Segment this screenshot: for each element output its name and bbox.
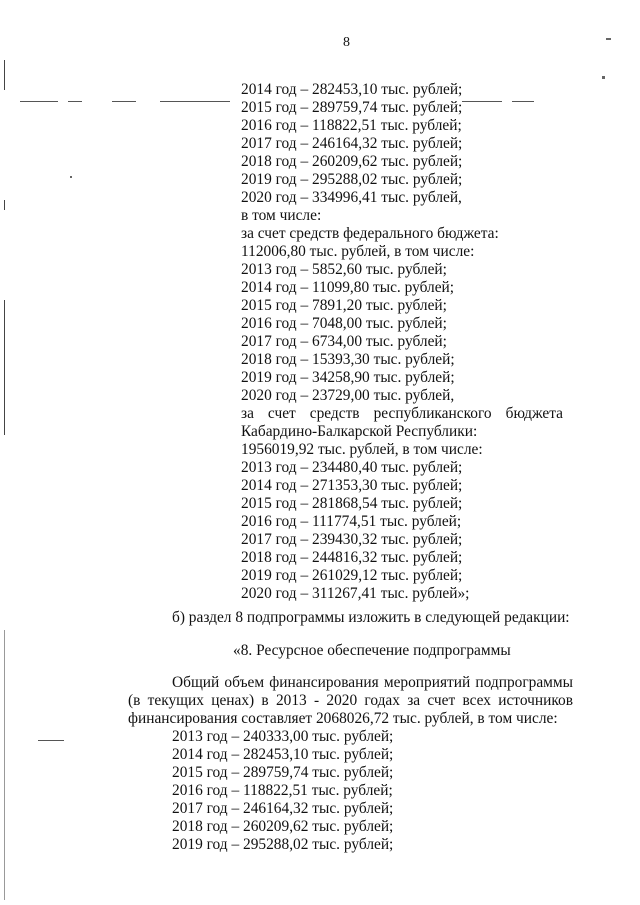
total-year-line: 2016 год – 118822,51 тыс. рублей; — [241, 117, 462, 134]
federal-year-line: 2013 год – 5852,60 тыс. рублей; — [241, 261, 447, 278]
republic-year-line: 2018 год – 244816,32 тыс. рублей; — [241, 549, 463, 566]
republic-total: 1956019,92 тыс. рублей, в том числе: — [241, 441, 483, 458]
instruction-b: б) раздел 8 подпрограммы изложить в следующей редакции: — [172, 609, 570, 626]
section-year-line: 2013 год – 240333,00 тыс. рублей; — [172, 728, 394, 745]
scan-artifact — [4, 200, 5, 210]
republic-year-line: 2014 год – 271353,30 тыс. рублей; — [241, 477, 463, 494]
section-year-line: 2017 год – 246164,32 тыс. рублей; — [172, 800, 394, 817]
republic-year-line: 2015 год – 281868,54 тыс. рублей; — [241, 495, 463, 512]
republic-year-line: 2013 год – 234480,40 тыс. рублей; — [241, 459, 463, 476]
republic-year-line: 2020 год – 311267,41 тыс. рублей»; — [241, 585, 470, 602]
total-year-line: 2018 год – 260209,62 тыс. рублей; — [241, 153, 463, 170]
scan-artifact — [462, 101, 502, 102]
section-year-line: 2019 год – 295288,02 тыс. рублей; — [172, 836, 394, 853]
total-year-line: 2014 год – 282453,10 тыс. рублей; — [241, 81, 463, 98]
section-title: «8. Ресурсное обеспечение подпрограммы — [233, 642, 511, 659]
federal-heading: за счет средств федерального бюджета: — [241, 225, 499, 242]
scan-artifact — [38, 740, 64, 741]
paragraph-line: Общий объем финансирования мероприятий подпрограммы — [172, 674, 573, 691]
federal-year-line: 2018 год – 15393,30 тыс. рублей; — [241, 351, 455, 368]
scan-artifact — [4, 630, 5, 900]
scan-artifact — [20, 101, 58, 102]
scan-artifact — [606, 38, 611, 40]
scan-artifact — [68, 101, 82, 102]
section-year-line: 2016 год – 118822,51 тыс. рублей; — [172, 782, 393, 799]
federal-year-line: 2014 год – 11099,80 тыс. рублей; — [241, 279, 455, 296]
republic-year-line: 2016 год – 111774,51 тыс. рублей; — [241, 513, 462, 530]
scan-artifact — [70, 176, 72, 178]
scan-artifact — [112, 101, 136, 102]
total-year-line: 2019 год – 295288,02 тыс. рублей; — [241, 171, 463, 188]
scan-artifact — [160, 101, 230, 102]
federal-year-line: 2015 год – 7891,20 тыс. рублей; — [241, 297, 447, 314]
page-number: 8 — [343, 35, 350, 50]
total-year-line: 2015 год – 289759,74 тыс. рублей; — [241, 99, 463, 116]
republic-heading: за счет средств республиканского бюджета — [241, 405, 563, 422]
scan-artifact — [602, 76, 605, 79]
republic-year-line: 2019 год – 261029,12 тыс. рублей; — [241, 567, 463, 584]
paragraph-line: (в текущих ценах) в 2013 - 2020 годах за счет всех источников — [128, 692, 573, 709]
federal-total: 112006,80 тыс. рублей, в том числе: — [241, 243, 475, 260]
section-year-line: 2018 год – 260209,62 тыс. рублей; — [172, 818, 394, 835]
federal-year-line: 2020 год – 23729,00 тыс. рублей, — [241, 387, 455, 404]
section-year-line: 2014 год – 282453,10 тыс. рублей; — [172, 746, 394, 763]
section-year-line: 2015 год – 289759,74 тыс. рублей; — [172, 764, 394, 781]
scan-artifact — [512, 101, 534, 102]
scan-artifact — [4, 60, 5, 90]
republic-heading-continued: Кабардино-Балкарской Республики: — [241, 423, 478, 440]
federal-year-line: 2017 год – 6734,00 тыс. рублей; — [241, 333, 447, 350]
federal-year-line: 2016 год – 7048,00 тыс. рублей; — [241, 315, 447, 332]
total-year-line: 2017 год – 246164,32 тыс. рублей; — [241, 135, 463, 152]
scan-artifact — [4, 300, 5, 435]
total-year-line: 2020 год – 334996,41 тыс. рублей, — [241, 189, 462, 206]
paragraph-line: финансирования составляет 2068026,72 тыс. рублей, в том числе: — [128, 710, 558, 727]
republic-year-line: 2017 год – 239430,32 тыс. рублей; — [241, 531, 463, 548]
federal-year-line: 2019 год – 34258,90 тыс. рублей; — [241, 369, 455, 386]
including-label: в том числе: — [241, 207, 322, 224]
